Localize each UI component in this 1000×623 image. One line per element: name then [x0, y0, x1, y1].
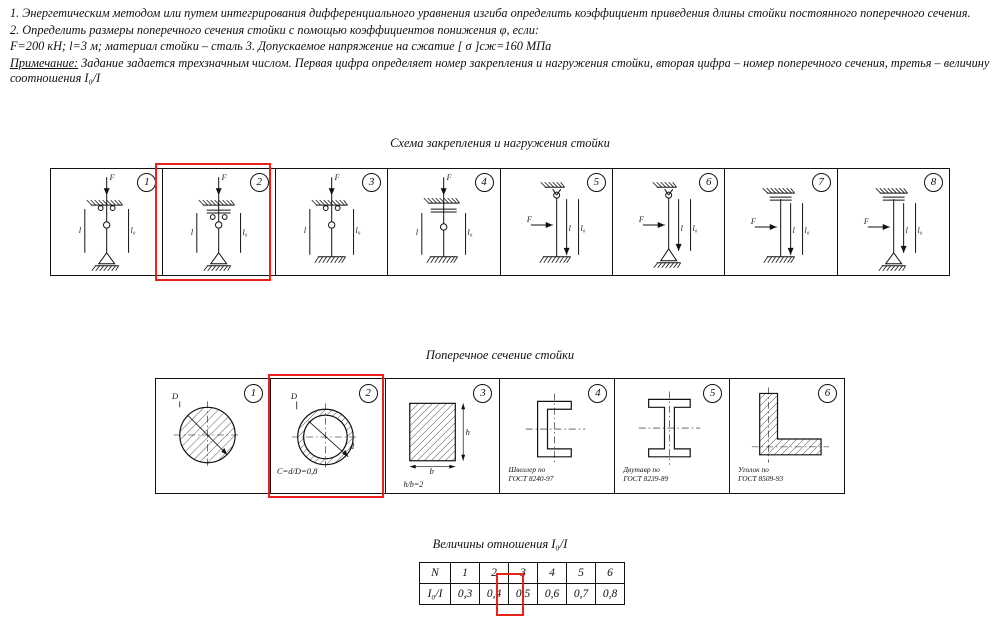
scheme-drawing-5 — [501, 169, 612, 275]
svg-text:l: l — [568, 223, 571, 233]
scheme-drawing-6 — [613, 169, 724, 275]
svg-text:F: F — [751, 216, 756, 226]
section-ratio-3: h/b=2 — [403, 480, 424, 489]
ratio-table — [419, 562, 625, 605]
svg-text:l₀: l₀ — [467, 227, 473, 237]
scheme-cell-7[interactable] — [725, 169, 837, 275]
table-cell-header-2[interactable]: 2 — [480, 563, 509, 584]
caption-sections: Поперечное сечение стойки — [425, 348, 575, 362]
scheme-drawing-4 — [388, 169, 499, 275]
table-cell-value-0: I₀/I — [420, 584, 451, 605]
section-standard-6 — [738, 465, 783, 483]
svg-text:l₀: l₀ — [130, 225, 136, 235]
section-cell-4[interactable] — [500, 379, 615, 493]
scheme-cell-2[interactable] — [163, 169, 275, 275]
svg-text:l: l — [792, 225, 796, 235]
section-standard-name-6: Уголок по — [738, 465, 769, 474]
section-standard-5 — [623, 465, 668, 483]
scheme-drawing-7 — [725, 169, 836, 275]
svg-text:F: F — [222, 173, 227, 183]
scheme-drawing-8 — [838, 169, 949, 275]
section-cell-2[interactable] — [271, 379, 386, 493]
section-standard-name-4: Швеллер по — [508, 465, 546, 474]
table-cell-value-5[interactable]: 0,7 — [567, 584, 596, 605]
table-cell-header-3[interactable]: 3 — [509, 563, 538, 584]
task-2: 2. Определить размеры поперечного сечения стойки с помощью коэффициентов понижения φ, если: — [10, 22, 539, 37]
scheme-number-2: 2 — [250, 173, 269, 192]
svg-text:l₀: l₀ — [917, 225, 923, 235]
scheme-number-3: 3 — [362, 173, 381, 192]
scheme-drawing-1 — [51, 169, 162, 275]
scheme-number-4: 4 — [475, 173, 494, 192]
section-formula-2: C=d/D=0,8 — [276, 466, 318, 476]
section-cell-3[interactable] — [386, 379, 501, 493]
scheme-drawing-3 — [276, 169, 387, 275]
svg-text:l₀: l₀ — [242, 227, 248, 237]
svg-text:F: F — [863, 216, 869, 226]
section-number-3: 3 — [473, 384, 492, 403]
svg-text:l: l — [415, 227, 419, 237]
section-cell-1[interactable] — [156, 379, 271, 493]
svg-text:F: F — [334, 173, 340, 183]
scheme-number-8: 8 — [924, 173, 943, 192]
task-1: 1. Энергетическим методом или путем интегрирования дифференциального уравнения изгиба определить коэффициент приведения длины стойки постоянного поперечного сечения. — [10, 6, 971, 20]
section-label-h-3: h — [465, 427, 470, 437]
table-cell-header-1[interactable]: 1 — [451, 563, 480, 584]
scheme-number-6: 6 — [699, 173, 718, 192]
section-number-5: 5 — [703, 384, 722, 403]
scheme-drawing-2 — [163, 169, 274, 275]
section-standard-gost-4: ГОСТ 8240-97 — [508, 474, 554, 483]
table-cell-value-1[interactable]: 0,3 — [451, 584, 480, 605]
note-label: Примечание: — [10, 55, 79, 70]
task-3: F=200 кН; l=3 м; материал стойки – сталь 3. Допускаемое напряжение на сжатие [ σ ]сж=160 МПа — [10, 39, 552, 53]
scheme-number-5: 5 — [587, 173, 606, 192]
table-cell-value-3[interactable]: 0,5 — [509, 584, 538, 605]
svg-text:l₀: l₀ — [355, 225, 361, 235]
caption-schemes: Схема закрепления и нагружения стойки — [390, 136, 610, 150]
svg-text:l₀: l₀ — [692, 223, 698, 233]
section-number-4: 4 — [588, 384, 607, 403]
section-standard-4 — [508, 465, 553, 483]
section-label-D-2: D — [290, 391, 297, 401]
section-cell-5[interactable] — [615, 379, 730, 493]
table-cell-value-6[interactable]: 0,8 — [596, 584, 625, 605]
svg-text:F: F — [526, 215, 532, 224]
svg-text:F: F — [638, 215, 644, 224]
section-cell-6[interactable] — [730, 379, 844, 493]
table-row-values — [420, 584, 625, 605]
caption-ratios: Величины отношения I₀/I — [432, 537, 568, 551]
table-cell-header-0: N — [420, 563, 451, 584]
section-number-6: 6 — [818, 384, 837, 403]
intro-text-block — [10, 6, 990, 88]
section-label-D-1: D — [172, 391, 179, 401]
svg-text:l₀: l₀ — [580, 223, 586, 233]
svg-text:l₀: l₀ — [804, 225, 810, 235]
section-number-1: 1 — [244, 384, 263, 403]
svg-text:F: F — [446, 173, 452, 183]
section-drawing-rect — [386, 379, 500, 493]
table-cell-value-2[interactable]: 0,4 — [480, 584, 509, 605]
section-standard-gost-5: ГОСТ 8239-89 — [623, 474, 669, 483]
scheme-cell-1[interactable] — [51, 169, 163, 275]
section-label-d-2: d — [349, 441, 355, 451]
sections-strip — [155, 378, 845, 494]
scheme-cell-3[interactable] — [276, 169, 388, 275]
table-cell-header-6[interactable]: 6 — [596, 563, 625, 584]
table-row-header — [420, 563, 625, 584]
scheme-number-1: 1 — [137, 173, 156, 192]
schemes-strip — [50, 168, 950, 276]
section-standard-name-5: Двутавр по — [623, 465, 660, 474]
svg-text:l: l — [905, 225, 908, 235]
scheme-cell-4[interactable] — [388, 169, 500, 275]
section-label-b-3: b — [429, 466, 434, 476]
table-cell-header-4[interactable]: 4 — [538, 563, 567, 584]
section-standard-gost-6: ГОСТ 8509-93 — [738, 474, 784, 483]
svg-text:l: l — [78, 225, 82, 235]
table-cell-header-5[interactable]: 5 — [567, 563, 596, 584]
note-text: Задание задается трехзначным числом. Первая цифра определяет номер закрепления и нагружения стойки, вторая цифра – номер поперечного сечения, третья – величину соотношения I₀/I — [10, 55, 990, 85]
svg-text:l: l — [191, 227, 194, 237]
note-paragraph — [10, 56, 990, 87]
svg-text:l: l — [680, 223, 683, 233]
svg-text:l: l — [303, 225, 306, 235]
table-cell-value-4[interactable]: 0,6 — [538, 584, 567, 605]
scheme-cell-6[interactable] — [613, 169, 725, 275]
scheme-cell-8[interactable] — [838, 169, 949, 275]
scheme-cell-5[interactable] — [501, 169, 613, 275]
svg-text:F: F — [109, 173, 115, 183]
scheme-number-7: 7 — [812, 173, 831, 192]
